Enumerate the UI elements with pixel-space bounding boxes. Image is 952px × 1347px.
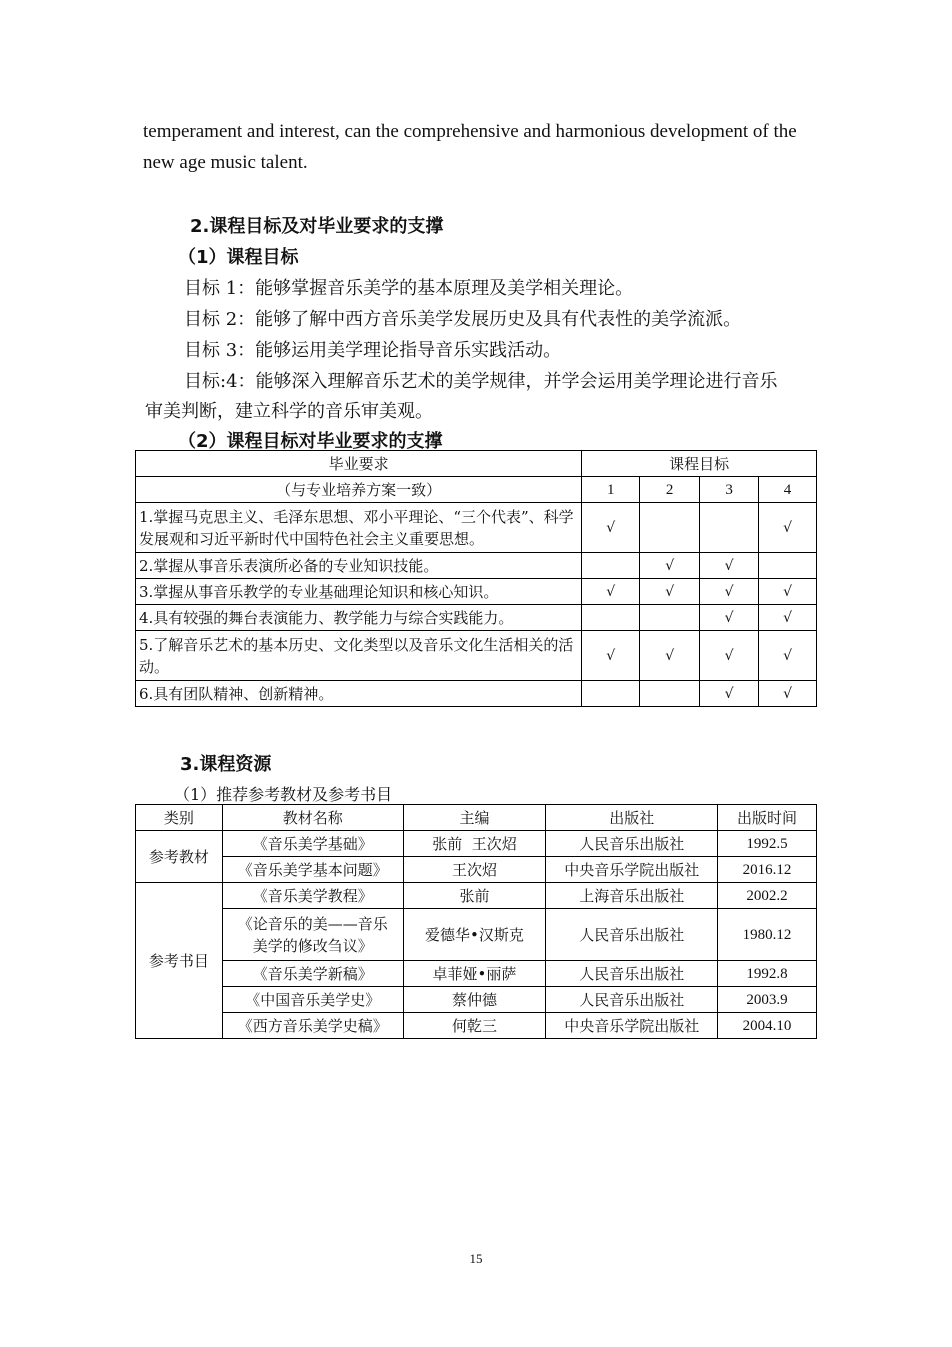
check-cell: √ [759,579,817,605]
book-publisher: 中央音乐学院出版社 [546,857,718,883]
check-cell: √ [700,605,759,631]
col-header-date: 出版时间 [718,805,817,831]
check-cell: √ [582,631,640,681]
check-cell: √ [640,579,700,605]
header-course-goals: 课程目标 [582,451,817,477]
check-cell: √ [582,503,640,553]
check-cell [759,553,817,579]
page-number: 15 [469,1251,483,1266]
book-date: 2004.10 [718,1013,817,1039]
table-row [136,883,817,909]
book-publisher: 上海音乐出版社 [546,883,718,909]
intro-line-1: temperament and interest, can the comprehensive and harmonious development of the [143,121,797,142]
book-date: 2003.9 [718,987,817,1013]
check-cell [582,553,640,579]
table-row [136,605,817,631]
book-editor: 王次炤 [403,857,546,883]
book-editor: 蔡仲德 [403,987,546,1013]
requirement-cell: 1.掌握马克思主义、毛泽东思想、邓小平理论、“三个代表”、科学发展观和习近平新时代中国特色社会主义重要思想。 [136,503,582,553]
table-row [136,553,817,579]
section-3-heading: 3.课程资源 [180,754,272,775]
col-header-editor: 主编 [403,805,546,831]
check-cell: √ [700,631,759,681]
goal-4-line-1: 目标:4：能够深入理解音乐艺术的美学规律，并学会运用美学理论进行音乐 [184,371,778,392]
book-date: 1992.5 [718,831,817,857]
check-cell: √ [759,681,817,707]
section-2-sub1: （1）课程目标 [178,247,299,268]
book-title: 《音乐美学教程》 [222,883,403,909]
table-row [136,1013,817,1039]
book-editor: 张前 [403,883,546,909]
requirement-cell: 3.掌握从事音乐教学的专业基础理论知识和核心知识。 [136,579,582,605]
goal-2: 目标 2：能够了解中西方音乐美学发展历史及具有代表性的美学流派。 [184,309,742,330]
goal-col-4: 4 [759,477,817,503]
check-cell [582,681,640,707]
book-title: 《音乐美学基础》 [222,831,403,857]
books-table [135,804,817,1039]
category-references: 参考书目 [136,883,223,1039]
check-cell [640,503,700,553]
book-title: 《论音乐的美——音乐美学的修改刍议》 [222,909,403,961]
book-date: 2002.2 [718,883,817,909]
check-cell: √ [759,605,817,631]
section-2-heading: 2.课程目标及对毕业要求的支撑 [190,216,444,237]
book-title: 《音乐美学基本问题》 [222,857,403,883]
check-cell [700,503,759,553]
check-cell: √ [759,503,817,553]
check-cell: √ [640,553,700,579]
book-editor: 张前 王次炤 [403,831,546,857]
table-row [136,579,817,605]
goal-col-2: 2 [640,477,700,503]
table-row [136,631,817,681]
requirement-cell: 2.掌握从事音乐表演所必备的专业知识技能。 [136,553,582,579]
book-date: 1992.8 [718,961,817,987]
table-row [136,909,817,961]
table-row [136,681,817,707]
book-publisher: 中央音乐学院出版社 [546,1013,718,1039]
table-row [136,961,817,987]
table-row [136,503,817,553]
book-editor: 卓菲娅•丽萨 [403,961,546,987]
book-editor: 爱德华•汉斯克 [403,909,546,961]
check-cell: √ [700,681,759,707]
check-cell: √ [700,579,759,605]
section-3-sub1: （1）推荐参考教材及参考书目 [174,785,393,804]
check-cell: √ [640,631,700,681]
col-header-publisher: 出版社 [546,805,718,831]
requirement-cell: 6.具有团队精神、创新精神。 [136,681,582,707]
book-publisher: 人民音乐出版社 [546,961,718,987]
goal-col-3: 3 [700,477,759,503]
check-cell [640,681,700,707]
support-table [135,450,817,707]
header-requirement-note: （与专业培养方案一致） [136,477,582,503]
goal-col-1: 1 [582,477,640,503]
check-cell: √ [582,579,640,605]
col-header-title: 教材名称 [222,805,403,831]
intro-line-2: new age music talent. [143,152,308,173]
requirement-cell: 4.具有较强的舞台表演能力、教学能力与综合实践能力。 [136,605,582,631]
check-cell [640,605,700,631]
table-row [136,987,817,1013]
check-cell: √ [759,631,817,681]
table-row [136,831,817,857]
table-row [136,857,817,883]
book-title: 《中国音乐美学史》 [222,987,403,1013]
goal-3: 目标 3：能够运用美学理论指导音乐实践活动。 [184,340,562,361]
check-cell [582,605,640,631]
book-title: 《音乐美学新稿》 [222,961,403,987]
book-date: 2016.12 [718,857,817,883]
book-editor: 何乾三 [403,1013,546,1039]
section-2-sub2: （2）课程目标对毕业要求的支撑 [178,431,443,452]
goal-4-line-2: 审美判断，建立科学的音乐审美观。 [145,401,433,422]
book-publisher: 人民音乐出版社 [546,831,718,857]
book-publisher: 人民音乐出版社 [546,909,718,961]
category-textbooks: 参考教材 [136,831,223,883]
requirement-cell: 5.了解音乐艺术的基本历史、文化类型以及音乐文化生活相关的活动。 [136,631,582,681]
header-requirement: 毕业要求 [136,451,582,477]
book-publisher: 人民音乐出版社 [546,987,718,1013]
check-cell: √ [700,553,759,579]
col-header-category: 类别 [136,805,223,831]
book-date: 1980.12 [718,909,817,961]
goal-1: 目标 1：能够掌握音乐美学的基本原理及美学相关理论。 [184,278,634,299]
book-title: 《西方音乐美学史稿》 [222,1013,403,1039]
